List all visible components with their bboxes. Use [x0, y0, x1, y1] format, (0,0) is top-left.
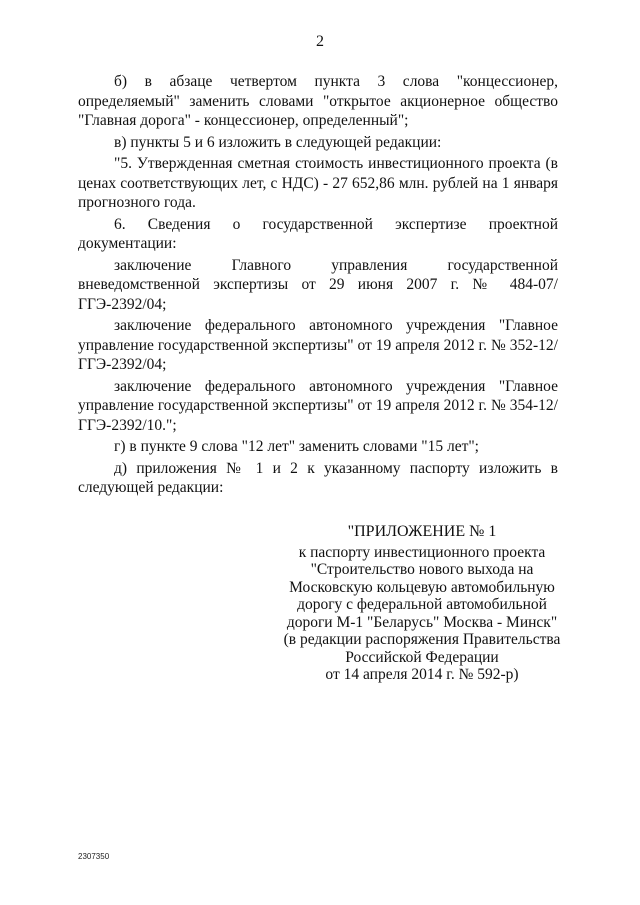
appendix-header — [282, 523, 562, 684]
paragraph-b: б) в абзаце четвертом пункта 3 слова "концессионер, определяемый" заменить словами "открытое акционерное общество "Главная дорога" - концессионер, определенный"; — [78, 73, 558, 129]
paragraph-g: г) в пункте 9 слова "12 лет" заменить словами "15 лет"; — [114, 438, 479, 455]
appendix-line: к паспорту инвестиционного проекта — [298, 543, 546, 561]
page-number: 2 — [316, 33, 324, 50]
appendix-line: "Строительство нового выхода на — [310, 561, 534, 578]
appendix-line: от 14 апреля 2014 г. № 592-р) — [325, 666, 519, 683]
paragraph-v: в) пункты 5 и 6 изложить в следующей редакции: — [114, 133, 442, 151]
appendix-title: "ПРИЛОЖЕНИЕ № 1 — [347, 523, 497, 540]
appendix-line: Российской Федерации — [345, 648, 499, 666]
paragraph-conclusion-3: заключение федерального автономного учреждения "Главное управление государственной экспертизы" от 19 апреля 2012 г. № 354-12/ГГЭ-2392/10."; — [78, 377, 558, 434]
paragraph-conclusion-1: заключение Главного управления государственной вневедомственной экспертизы от 29 июня 2007 г. № 484-07/ГГЭ-2392/04; — [78, 256, 558, 313]
appendix-line: дороги М-1 "Беларусь" Москва - Минск" — [286, 613, 558, 631]
paragraph-item-5: "5. Утвержденная сметная стоимость инвестиционного проекта (в ценах соответствующих лет, с НДС) - 27 652,86 млн. рублей на 1 января прогнозного года. — [78, 155, 558, 211]
appendix-line: дорогу с федеральной автомобильной — [297, 596, 547, 613]
appendix-line: Московскую кольцевую автомобильную — [289, 578, 555, 596]
document-body — [78, 72, 558, 498]
paragraph-conclusion-2: заключение федерального автономного учреждения "Главное управление государственной экспертизы" от 19 апреля 2012 г. № 352-12/ГГЭ-2392/04; — [78, 317, 558, 373]
appendix-line: (в редакции распоряжения Правительства — [283, 631, 561, 648]
document-code: 2307350 — [78, 852, 110, 861]
paragraph-d: д) приложения № 1 и 2 к указанному паспорту изложить в следующей редакции: — [78, 459, 558, 496]
paragraph-item-6: 6. Сведения о государственной экспертизе проектной документации: — [78, 215, 558, 252]
